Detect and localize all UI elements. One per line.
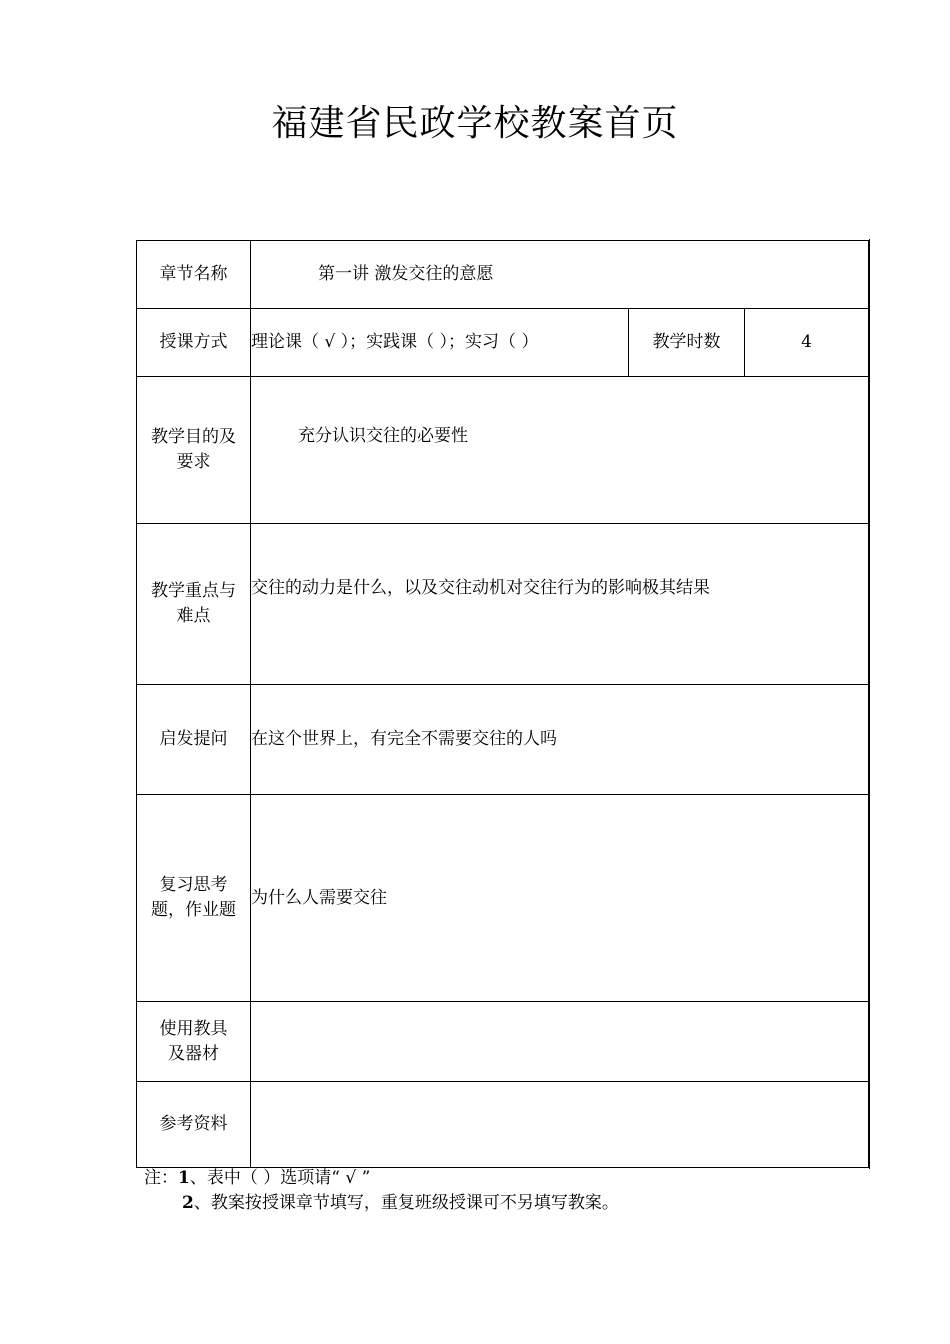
review-value: 为什么人需要交往 [251, 795, 869, 1002]
hours-value: 4 [745, 309, 869, 377]
note-2-text: 、教案按授课章节填写，重复班级授课可不另填写教案。 [193, 1193, 619, 1213]
review-label-line2: 题，作业题 [151, 900, 236, 920]
page-title: 福建省民政学校教案首页 [271, 103, 679, 144]
note-2-number: 2 [182, 1193, 194, 1213]
objective-label-line2: 要求 [176, 452, 211, 472]
row-key-points [137, 524, 869, 685]
note-line-2 [182, 1191, 619, 1215]
chapter-value: 第一讲 激发交往的意愿 [251, 241, 869, 309]
lesson-plan-table [136, 240, 869, 1168]
question-value: 在这个世界上，有完全不需要交往的人吗 [251, 685, 869, 795]
row-tools [137, 1002, 869, 1082]
note-1-number: 1 [178, 1168, 190, 1188]
note-prefix: 注： [144, 1168, 178, 1188]
objective-value: 充分认识交往的必要性 [251, 377, 869, 524]
question-label: 启发提问 [137, 685, 251, 795]
tools-label-line2: 及器材 [168, 1043, 219, 1064]
row-chapter [137, 241, 869, 309]
tools-value [251, 1002, 869, 1082]
review-label-line1: 复习思考 [159, 875, 228, 895]
chapter-label: 章节名称 [137, 241, 251, 309]
tools-label [137, 1002, 251, 1082]
table-double-border [869, 239, 870, 1169]
hours-label: 教学时数 [629, 309, 745, 377]
reference-label: 参考资料 [137, 1082, 251, 1168]
review-label [137, 795, 251, 1002]
method-value: 理论课（ √ ）；实践课（ ）；实习（ ） [251, 309, 629, 377]
note-1-text: 、表中（ ）选项请“ √ ” [189, 1168, 371, 1188]
key-points-label-line2: 难点 [176, 606, 211, 626]
row-method [137, 309, 869, 377]
row-review [137, 795, 869, 1002]
row-objective [137, 377, 869, 524]
key-points-label-line1: 教学重点与 [151, 581, 236, 601]
tools-label-line1: 使用教具 [159, 1018, 228, 1039]
method-label: 授课方式 [137, 309, 251, 377]
objective-label [137, 377, 251, 524]
note-line-1 [144, 1166, 370, 1190]
row-reference [137, 1082, 869, 1168]
key-points-value: 交往的动力是什么，以及交往动机对交往行为的影响极其结果 [251, 524, 869, 685]
objective-label-line1: 教学目的及 [151, 427, 236, 447]
reference-value [251, 1082, 869, 1168]
key-points-label [137, 524, 251, 685]
row-question [137, 685, 869, 795]
